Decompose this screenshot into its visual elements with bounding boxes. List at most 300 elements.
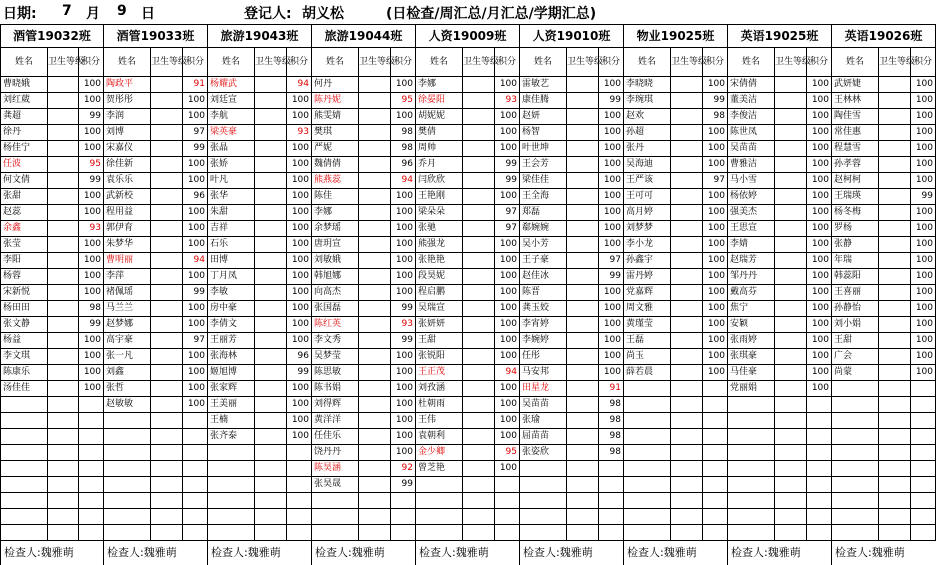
hygiene-grade [255, 349, 287, 365]
score-value: 100 [287, 381, 312, 397]
student-name: 马安邦 [520, 365, 567, 381]
score-value: 100 [703, 205, 728, 221]
inspector-cell [624, 541, 728, 565]
student-name: 王艳刚 [416, 189, 463, 205]
hygiene-grade [463, 349, 495, 365]
student-name [624, 429, 671, 445]
student-name [832, 509, 879, 525]
hygiene-grade [255, 445, 287, 461]
student-name [624, 397, 671, 413]
hygiene-grade [775, 205, 807, 221]
hygiene-grade [567, 93, 599, 109]
hygiene-grade [359, 157, 391, 173]
student-name: 梁朵朵 [416, 205, 463, 221]
score-value: 91 [183, 77, 208, 93]
score-value: 98 [391, 141, 416, 157]
score-value: 100 [703, 125, 728, 141]
score-column-header: 积分 [599, 48, 624, 77]
student-name: 袁乐乐 [104, 173, 151, 189]
score-value: 100 [599, 157, 624, 173]
student-name: 张静 [832, 237, 879, 253]
hygiene-grade [671, 173, 703, 189]
hygiene-grade [255, 221, 287, 237]
hygiene-grade [359, 461, 391, 477]
hygiene-grade [671, 365, 703, 381]
hygiene-grade [567, 477, 599, 493]
student-name: 孙超 [624, 125, 671, 141]
student-name: 韩蕊阳 [832, 269, 879, 285]
column-header-row [1, 48, 936, 77]
student-name: 曹晓娥 [1, 77, 48, 93]
score-value [703, 509, 728, 525]
score-value: 100 [703, 285, 728, 301]
score-value: 100 [807, 221, 832, 237]
score-value: 100 [287, 221, 312, 237]
hygiene-grade [255, 525, 287, 541]
hygiene-grade [879, 381, 911, 397]
score-value: 93 [391, 317, 416, 333]
student-name: 余梦瑶 [312, 221, 359, 237]
score-value: 100 [495, 109, 520, 125]
score-value: 100 [391, 221, 416, 237]
student-name: 邹丹丹 [728, 269, 775, 285]
score-value [79, 493, 104, 509]
score-value: 100 [495, 381, 520, 397]
student-name: 陶政平 [104, 77, 151, 93]
score-value: 100 [703, 189, 728, 205]
hygiene-grade [151, 493, 183, 509]
table-row [1, 509, 936, 525]
score-value: 97 [703, 173, 728, 189]
score-value: 100 [599, 365, 624, 381]
inspector-label: 检查人: [627, 546, 664, 559]
sheet-header [0, 0, 933, 24]
student-name: 吉祥 [208, 221, 255, 237]
student-name: 杨佳宁 [1, 141, 48, 157]
student-name: 王美丽 [208, 397, 255, 413]
hygiene-grade [463, 269, 495, 285]
score-value: 100 [807, 269, 832, 285]
student-name: 李宵婷 [520, 317, 567, 333]
score-value [911, 445, 936, 461]
hygiene-grade [775, 365, 807, 381]
score-value: 100 [911, 109, 936, 125]
score-value: 100 [911, 269, 936, 285]
score-value: 100 [495, 141, 520, 157]
score-value: 100 [911, 157, 936, 173]
score-value: 94 [495, 365, 520, 381]
student-name: 赵欢 [624, 109, 671, 125]
hygiene-grade [359, 189, 391, 205]
student-name [728, 477, 775, 493]
score-value: 100 [599, 237, 624, 253]
score-value: 97 [183, 333, 208, 349]
hygiene-grade [775, 253, 807, 269]
score-value: 100 [495, 77, 520, 93]
student-name: 张国磊 [312, 301, 359, 317]
hygiene-grade [463, 525, 495, 541]
table-row [1, 221, 936, 237]
hygiene-grade [775, 189, 807, 205]
score-value: 100 [495, 317, 520, 333]
score-value: 100 [599, 77, 624, 93]
score-value: 100 [391, 381, 416, 397]
hygiene-grade [151, 429, 183, 445]
score-value: 100 [391, 413, 416, 429]
score-value: 100 [495, 237, 520, 253]
hygiene-grade [879, 461, 911, 477]
score-value: 100 [807, 157, 832, 173]
student-name: 王甜 [416, 333, 463, 349]
hygiene-grade [359, 285, 391, 301]
inspector-label: 检查人: [107, 546, 144, 559]
name-column-header: 姓名 [104, 48, 151, 77]
student-name [1, 413, 48, 429]
student-name [104, 477, 151, 493]
student-name: 赵妍 [520, 109, 567, 125]
hygiene-column-header: 卫生等级 [151, 48, 183, 77]
hygiene-grade [151, 269, 183, 285]
score-value: 99 [287, 365, 312, 381]
student-name: 张驰 [416, 221, 463, 237]
hygiene-grade [255, 237, 287, 253]
hygiene-grade [48, 429, 79, 445]
student-name: 郗婉婉 [520, 221, 567, 237]
hygiene-column-header: 卫生等级 [255, 48, 287, 77]
hygiene-grade [879, 349, 911, 365]
score-value: 100 [287, 141, 312, 157]
student-name: 郭伊育 [104, 221, 151, 237]
hygiene-grade [48, 365, 79, 381]
score-value [79, 461, 104, 477]
hygiene-grade [359, 493, 391, 509]
score-value [911, 397, 936, 413]
hygiene-grade [879, 333, 911, 349]
hygiene-grade [151, 173, 183, 189]
hygiene-grade [151, 461, 183, 477]
score-value [183, 493, 208, 509]
hygiene-grade [671, 125, 703, 141]
score-value: 95 [79, 157, 104, 173]
student-name: 雷丹婷 [624, 269, 671, 285]
score-value: 100 [911, 285, 936, 301]
hygiene-grade [775, 285, 807, 301]
score-value: 100 [287, 93, 312, 109]
hygiene-grade [671, 381, 703, 397]
hygiene-grade [671, 397, 703, 413]
student-name: 王磊 [624, 333, 671, 349]
score-value [807, 461, 832, 477]
score-value [287, 461, 312, 477]
hygiene-grade [567, 301, 599, 317]
score-value: 100 [287, 109, 312, 125]
hygiene-grade [255, 381, 287, 397]
student-name: 康佳腾 [520, 93, 567, 109]
hygiene-grade [151, 221, 183, 237]
hygiene-grade [463, 173, 495, 189]
score-value: 97 [599, 253, 624, 269]
hygiene-grade [359, 269, 391, 285]
score-value: 100 [495, 189, 520, 205]
score-value: 100 [911, 141, 936, 157]
student-name: 李俊洁 [728, 109, 775, 125]
score-value: 100 [599, 173, 624, 189]
student-name [624, 461, 671, 477]
score-column-header: 积分 [807, 48, 832, 77]
hygiene-grade [359, 333, 391, 349]
score-value [79, 445, 104, 461]
score-value: 100 [807, 125, 832, 141]
student-name [208, 525, 255, 541]
student-name: 赵蕊 [1, 205, 48, 221]
hygiene-grade [775, 317, 807, 333]
student-name: 陈昊涵 [312, 461, 359, 477]
student-name: 罗杨 [832, 221, 879, 237]
student-name: 李倩文 [208, 317, 255, 333]
student-name [520, 525, 567, 541]
student-name: 广会 [832, 349, 879, 365]
score-value: 100 [495, 413, 520, 429]
hygiene-grade [151, 333, 183, 349]
hygiene-grade [463, 157, 495, 173]
hygiene-grade [48, 109, 79, 125]
name-column-header: 姓名 [1, 48, 48, 77]
score-value [391, 493, 416, 509]
score-value [911, 461, 936, 477]
score-value [183, 445, 208, 461]
student-name: 何丹 [312, 77, 359, 93]
hygiene-grade [463, 125, 495, 141]
inspector-label: 检查人: [4, 546, 41, 559]
student-name: 李萍 [104, 269, 151, 285]
score-value [807, 397, 832, 413]
score-value [599, 525, 624, 541]
class-name: 旅游19043班 [208, 25, 312, 48]
hygiene-grade [48, 317, 79, 333]
score-value: 100 [287, 173, 312, 189]
score-value: 99 [599, 269, 624, 285]
hygiene-grade [255, 477, 287, 493]
score-value: 100 [495, 397, 520, 413]
student-name: 徐晏阳 [416, 93, 463, 109]
student-name [312, 509, 359, 525]
hygiene-grade [48, 493, 79, 509]
hygiene-grade [463, 205, 495, 221]
student-name: 刘敏娥 [312, 253, 359, 269]
score-value: 100 [391, 285, 416, 301]
score-value: 100 [495, 429, 520, 445]
registrar-name: 胡义松 [302, 3, 344, 23]
score-column-header: 积分 [911, 48, 936, 77]
hygiene-grade [775, 109, 807, 125]
hygiene-grade [48, 221, 79, 237]
student-name: 龚超 [1, 109, 48, 125]
student-name: 张锐阳 [416, 349, 463, 365]
student-name: 刘小娟 [832, 317, 879, 333]
hygiene-grade [359, 77, 391, 93]
hygiene-grade [255, 493, 287, 509]
score-value: 94 [183, 253, 208, 269]
hygiene-grade [359, 413, 391, 429]
hygiene-grade [671, 285, 703, 301]
score-value: 100 [79, 125, 104, 141]
score-value: 100 [807, 189, 832, 205]
student-name: 徐丹 [1, 125, 48, 141]
hygiene-grade [671, 205, 703, 221]
student-name: 刘孜涵 [416, 381, 463, 397]
hygiene-grade [775, 381, 807, 397]
score-value: 98 [79, 301, 104, 317]
score-value: 100 [807, 77, 832, 93]
name-column-header: 姓名 [416, 48, 463, 77]
hygiene-grade [463, 141, 495, 157]
student-name: 董美洁 [728, 93, 775, 109]
hygiene-grade [671, 93, 703, 109]
hygiene-grade [151, 157, 183, 173]
hygiene-grade [567, 317, 599, 333]
hygiene-grade [255, 189, 287, 205]
student-name: 薛若晨 [624, 365, 671, 381]
score-value [599, 477, 624, 493]
hygiene-grade [463, 317, 495, 333]
hygiene-grade [879, 301, 911, 317]
student-name: 贺彤彤 [104, 93, 151, 109]
student-name [832, 381, 879, 397]
student-name: 年瑞 [832, 253, 879, 269]
student-name: 王伟 [416, 413, 463, 429]
hygiene-grade [359, 429, 391, 445]
score-value: 100 [287, 317, 312, 333]
score-value: 100 [79, 141, 104, 157]
hygiene-grade [671, 237, 703, 253]
score-value: 100 [287, 429, 312, 445]
student-name [1, 477, 48, 493]
student-name: 张丹 [624, 141, 671, 157]
table-row [1, 317, 936, 333]
hygiene-grade [48, 269, 79, 285]
student-name [832, 429, 879, 445]
student-name: 乔月 [416, 157, 463, 173]
student-name: 安颖 [728, 317, 775, 333]
student-name: 杨益 [1, 333, 48, 349]
score-value [495, 493, 520, 509]
score-value: 100 [79, 93, 104, 109]
hygiene-grade [775, 413, 807, 429]
table-row [1, 93, 936, 109]
score-value: 100 [495, 333, 520, 349]
score-value: 100 [183, 109, 208, 125]
score-value [703, 461, 728, 477]
score-value: 100 [703, 221, 728, 237]
score-value [183, 429, 208, 445]
hygiene-grade [463, 301, 495, 317]
hygiene-grade [775, 93, 807, 109]
student-name: 田博 [208, 253, 255, 269]
score-value: 99 [391, 333, 416, 349]
score-value: 98 [703, 109, 728, 125]
student-name: 刘鑫 [104, 365, 151, 381]
score-value [287, 509, 312, 525]
student-name: 陈书娟 [312, 381, 359, 397]
student-name: 张家辉 [208, 381, 255, 397]
student-name: 高宇豪 [104, 333, 151, 349]
score-value: 99 [79, 109, 104, 125]
hygiene-grade [879, 205, 911, 221]
score-value: 100 [391, 205, 416, 221]
hygiene-grade [567, 125, 599, 141]
class-name: 人资19010班 [520, 25, 624, 48]
student-name: 刘廷宣 [208, 93, 255, 109]
student-name: 焦宁 [728, 301, 775, 317]
student-name: 宋倩倩 [728, 77, 775, 93]
hygiene-grade [463, 93, 495, 109]
hygiene-grade [151, 285, 183, 301]
class-name: 酒管19033班 [104, 25, 208, 48]
student-name: 马小雪 [728, 173, 775, 189]
student-name [520, 509, 567, 525]
score-value: 100 [599, 301, 624, 317]
hygiene-grade [567, 173, 599, 189]
day-value: 9 [117, 3, 127, 19]
student-name: 余鑫 [1, 221, 48, 237]
student-name: 张哲 [104, 381, 151, 397]
student-name: 饶丹丹 [312, 445, 359, 461]
score-value: 98 [599, 413, 624, 429]
student-name: 李琬琪 [624, 93, 671, 109]
student-name [624, 493, 671, 509]
hygiene-grade [775, 397, 807, 413]
student-name: 龚玉姣 [520, 301, 567, 317]
score-value: 100 [703, 349, 728, 365]
student-name [1, 525, 48, 541]
student-name: 张甜 [1, 189, 48, 205]
score-value: 100 [911, 317, 936, 333]
name-column-header: 姓名 [208, 48, 255, 77]
score-value: 99 [495, 157, 520, 173]
student-name: 周文雅 [624, 301, 671, 317]
student-name: 石乐 [208, 237, 255, 253]
score-value: 100 [391, 365, 416, 381]
hygiene-grade [567, 269, 599, 285]
student-name: 马佳豪 [728, 365, 775, 381]
student-name: 张文静 [1, 317, 48, 333]
student-name [104, 461, 151, 477]
student-name: 朱梦华 [104, 237, 151, 253]
hygiene-grade [48, 381, 79, 397]
student-name: 吴梦莹 [312, 349, 359, 365]
hygiene-grade [359, 381, 391, 397]
hygiene-grade [255, 77, 287, 93]
table-row [1, 189, 936, 205]
inspector-name: 魏雅萌 [144, 546, 177, 559]
score-value: 100 [391, 237, 416, 253]
score-value [183, 509, 208, 525]
hygiene-grade [671, 429, 703, 445]
student-name: 王子豪 [520, 253, 567, 269]
score-value: 100 [287, 333, 312, 349]
student-name: 李文秀 [312, 333, 359, 349]
student-name [832, 445, 879, 461]
score-value: 100 [79, 349, 104, 365]
score-value [807, 525, 832, 541]
student-name: 杨冬梅 [832, 205, 879, 221]
student-name: 李婉婷 [520, 333, 567, 349]
hygiene-grade [255, 205, 287, 221]
score-value: 100 [183, 269, 208, 285]
score-value: 98 [599, 429, 624, 445]
inspector-cell [416, 541, 520, 565]
score-value: 100 [807, 253, 832, 269]
